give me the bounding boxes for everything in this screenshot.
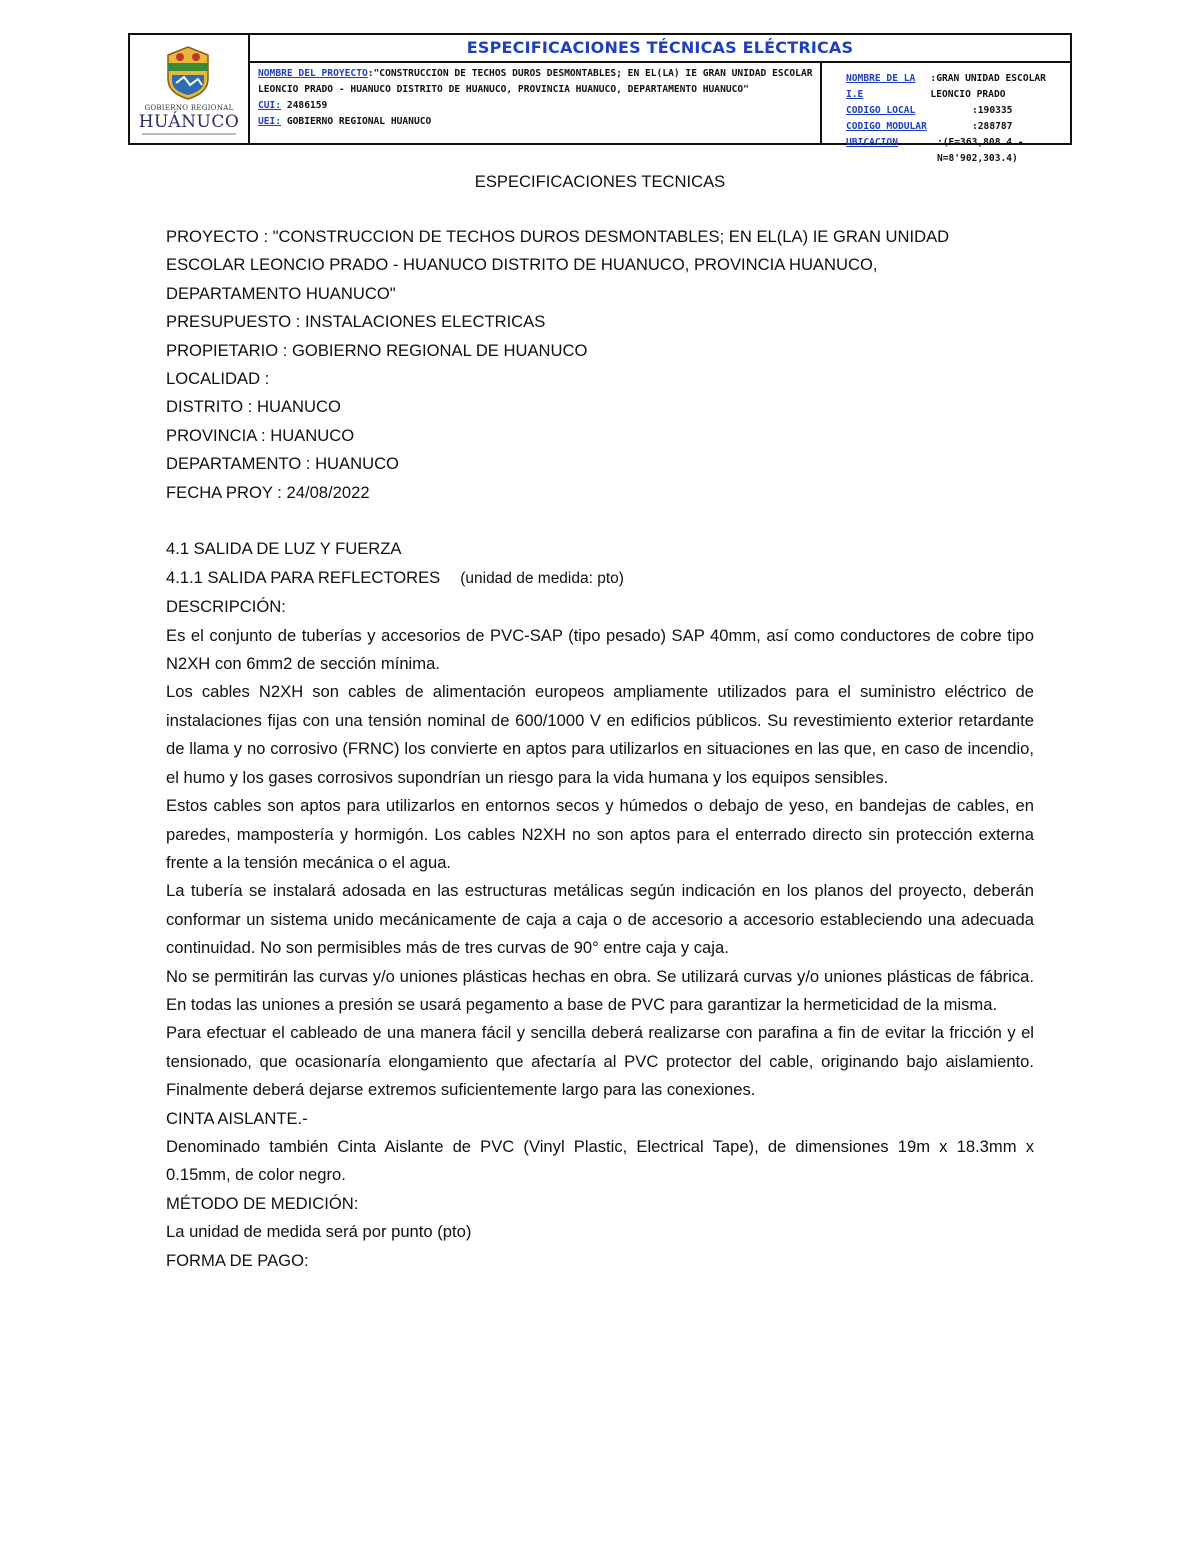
proyecto-line-1 (166, 223, 1034, 251)
info-key: UBICACION (846, 137, 898, 148)
fecha-label: FECHA PROY (166, 482, 273, 502)
proyecto-line-3: DEPARTAMENTO HUANUCO" (166, 283, 396, 303)
proyecto-line-2: ESCOLAR LEONCIO PRADO - HUANUCO DISTRITO DE HUANUCO, PROVINCIA HUANUCO, (166, 255, 878, 275)
cui-label: CUI: (258, 100, 282, 111)
uei-label: UEI: (258, 116, 282, 127)
metodo-heading: MÉTODO DE MEDICIÓN: (166, 1193, 359, 1213)
subsection-title: 4.1.1 SALIDA PARA REFLECTORES (166, 567, 441, 587)
spacer (166, 507, 1034, 535)
info-key: NOMBRE DE LA I.E (846, 73, 916, 100)
info-row-codigo-modular (846, 119, 1062, 135)
info-row-nombre (846, 71, 1062, 103)
info-value: :(E=363,808.4 - N=8'902,303.4) (936, 137, 1024, 164)
propietario-line (166, 337, 1034, 365)
logo-small-text: GOBIERNO REGIONAL (144, 104, 234, 112)
departamento-value: : HUANUCO (301, 454, 399, 474)
paragraph: Los cables N2XH son cables de alimentación europeos ampliamente utilizados para el suministro eléctrico de instalaciones fijas con una tensión nominal de 600/1000 V en edificios públicos. Su revestimiento exterior retardante de llama y no corrosivo (FRNC) los convierte en aptos para utilizarlos en situaciones en las que, en caso de incendio, el humo y los gases corrosivos supondrían un riesgo para la vida humana y los equipos sensibles. (166, 682, 1034, 787)
provincia-line (166, 422, 1034, 450)
distrito-label: DISTRITO (166, 397, 244, 417)
presupuesto-value: : INSTALACIONES ELECTRICAS (291, 312, 546, 332)
paragraph: La unidad de medida será por punto (pto) (166, 1222, 472, 1242)
cinta-heading: CINTA AISLANTE.- (166, 1108, 308, 1128)
forma-heading: FORMA DE PAGO: (166, 1250, 309, 1270)
doc-title: ESPECIFICACIONES TECNICAS (474, 172, 726, 191)
descripcion-heading: DESCRIPCIÓN: (166, 597, 286, 617)
header-title-row (250, 35, 1070, 63)
distrito-value: : HUANUCO (243, 397, 341, 417)
section-heading: 4.1 SALIDA DE LUZ Y FUERZA (166, 539, 402, 559)
info-value: :190335 (972, 105, 1013, 116)
localidad-line (166, 365, 1034, 393)
uei-value: GOBIERNO REGIONAL HUANUCO (281, 116, 432, 127)
header-title: ESPECIFICACIONES TÉCNICAS ELÉCTRICAS (466, 38, 854, 57)
cui-value: 2486159 (281, 100, 328, 111)
localidad-value: : (260, 369, 270, 389)
localidad-label: LOCALIDAD (166, 369, 261, 389)
info-row-codigo-local (846, 103, 1062, 119)
logo-big-text: HUÁNUCO (138, 112, 240, 132)
paragraph: Estos cables son aptos para utilizarlos en entornos secos y húmedos o debajo de yeso, en bandejas de cables, en paredes, mampostería y hormigón. Los cables N2XH no son aptos para el enterrado directo sin protección externa frente a la tensión mecánica o el agua. (166, 796, 1034, 872)
school-info-cell (824, 63, 1070, 164)
proyecto-label: PROYECTO (166, 227, 259, 246)
info-row-ubicacion (846, 135, 1062, 167)
fecha-value: : 24/08/2022 (272, 482, 370, 502)
departamento-label: DEPARTAMENTO (166, 454, 302, 474)
paragraph: Es el conjunto de tuberías y accesorios de PVC-SAP (tipo pesado) SAP 40mm, así como conductores de cobre tipo N2XH con 6mm2 de sección mínima. (166, 625, 1034, 674)
document-body (166, 168, 1034, 1275)
propietario-label: PROPIETARIO (166, 340, 279, 360)
logo-cell (130, 35, 250, 143)
proyecto-value-1: : "CONSTRUCCION DE TECHOS DUROS DESMONTABLES; EN EL(LA) IE GRAN UNIDAD (258, 227, 950, 246)
logo-underline (142, 133, 236, 135)
paragraph: La tubería se instalará adosada en las estructuras metálicas según indicación en los planos del proyecto, deberán conformar un sistema unido mecánicamente de caja a caja o de accesorio a accesorio estableciendo una adecuada continuidad. No son permisibles más de tres curvas de 90° entre caja y caja. (166, 881, 1034, 958)
departamento-line (166, 450, 1034, 478)
subsection-unit: (unidad de medida: pto) (460, 569, 624, 587)
paragraph: Para efectuar el cableado de una manera fácil y sencilla deberá realizarse con parafina a fin de evitar la fricción y el tensionado, que ocasionaría elongamiento que afectaría al PVC protector del cable, originando bajo aislamiento. Finalmente deberá dejarse extremos suficientemente largo para las conexiones. (166, 1023, 1034, 1100)
paragraph: No se permitirán las curvas y/o uniones plásticas hechas en obra. Se utilizará curvas y/o uniones plásticas de fábrica. En todas las uniones a presión se usará pegamento a base de PVC para garantizar la hermeticidad de la misma. (166, 966, 1034, 1014)
project-info-cell (250, 63, 822, 143)
project-label: NOMBRE DEL PROYECTO (258, 68, 368, 79)
provincia-value: : HUANUCO (256, 425, 355, 445)
presupuesto-label: PRESUPUESTO (166, 312, 292, 332)
propietario-value: : GOBIERNO REGIONAL DE HUANUCO (278, 340, 588, 360)
fecha-line (166, 479, 1034, 507)
regional-shield-logo-icon (162, 45, 214, 101)
info-value: :288787 (972, 121, 1013, 132)
subsection-heading (166, 564, 1034, 593)
presupuesto-line (166, 308, 1034, 336)
info-key: CODIGO MODULAR (846, 121, 927, 132)
document-header (128, 33, 1072, 164)
distrito-line (166, 393, 1034, 421)
info-key: CODIGO LOCAL (846, 105, 916, 116)
info-value: :GRAN UNIDAD ESCOLAR LEONCIO PRADO (930, 73, 1046, 100)
paragraph: Denominado también Cinta Aislante de PVC (Vinyl Plastic, Electrical Tape), de dimensiones 19m x 18.3mm x 0.15mm, de color negro. (166, 1136, 1034, 1185)
provincia-label: PROVINCIA (166, 425, 257, 445)
project-value: :"CONSTRUCCION DE TECHOS DUROS DESMONTABLES; EN EL(LA) IE GRAN UNIDAD ESCOLAR LEONCIO PRADO - HUANUCO DISTRITO DE HUANUCO, PROVINCIA HUANUCO, DEPARTAMENTO HUANUCO" (258, 68, 813, 95)
